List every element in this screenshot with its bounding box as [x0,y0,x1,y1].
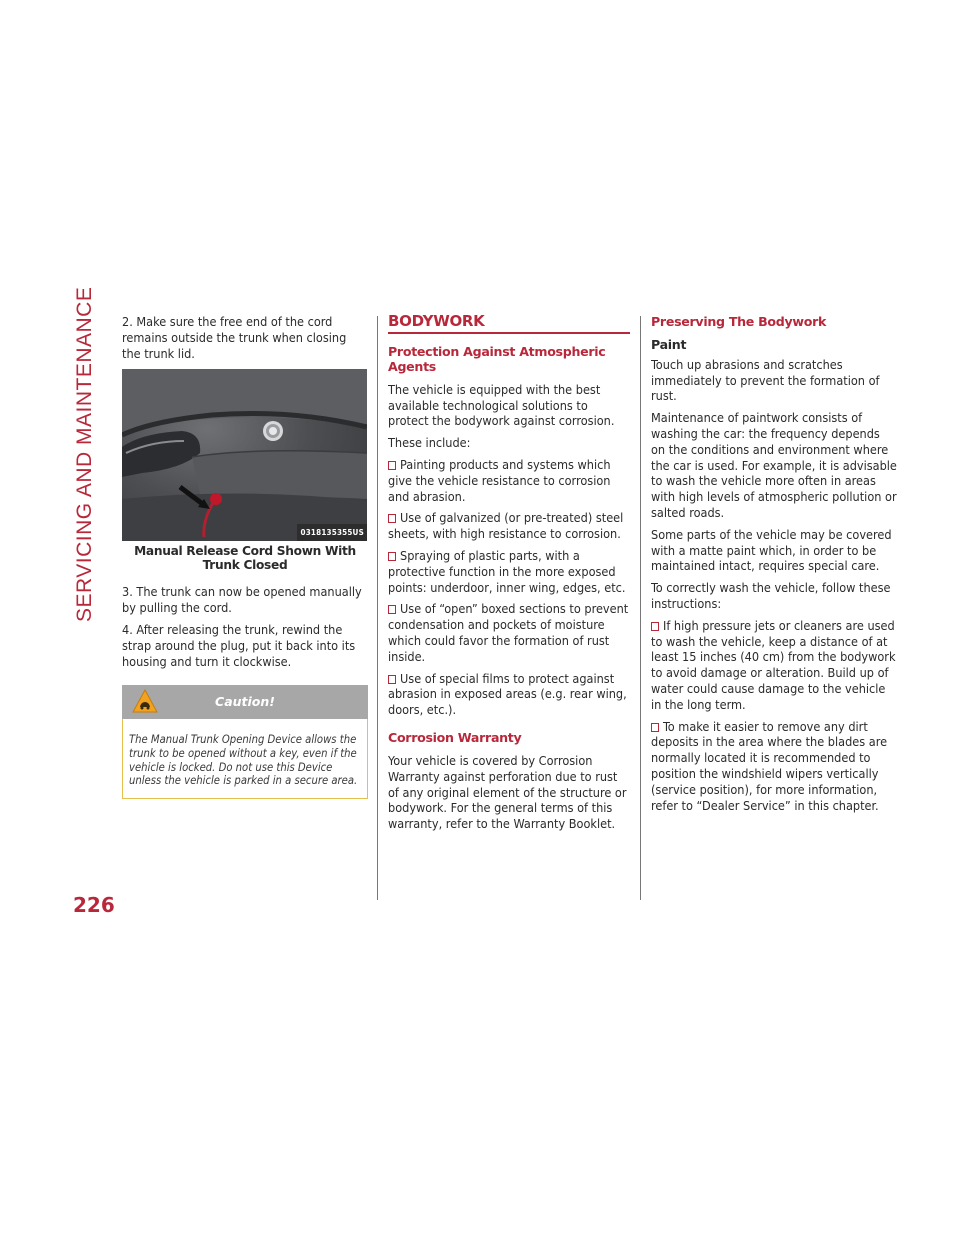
paragraph: Maintenance of paintwork consists of washing the car: the frequency depends on the conditions and environment where the car is used. For example, it is advisable to wash the vehicle more often in areas with high levels of atmospheric pollution or salted roads. [651,410,897,520]
bullet-item: Spraying of plastic parts, with a protective function in the more exposed points: underdoor, inner wing, edges, etc. [388,547,626,595]
paragraph: The vehicle is equipped with the best available technological solutions to protect the bodywork against corrosion. [388,381,615,429]
subheading-corrosion-warranty: Corrosion Warranty [388,729,522,745]
bullet-item: Use of galvanized (or pre-treated) steel sheets, with high resistance to corrosion. [388,510,624,542]
checkbox-bullet-icon [388,461,396,470]
paragraph: Your vehicle is covered by Corrosion Warranty against perforation due to rust of any original element of the structure or bodywork. For the general terms of this warranty, refer to the Warranty Booklet. [388,752,627,832]
page-number: 226 [73,893,115,917]
paragraph: Touch up abrasions and scratches immediately to prevent the formation of rust. [651,356,880,404]
bullet-item: Painting products and systems which give the vehicle resistance to corrosion and abrasion. [388,456,611,504]
checkbox-bullet-icon [388,552,396,561]
bullet-item: If high pressure jets or cleaners are used to wash the vehicle, keep a distance of at least 15 inches (40 cm) from the bodywork to avoid damage or alteration. Build up of water could cause damage to the vehicle in the long term. [651,617,896,712]
caution-title: Caution! [215,694,275,710]
bullet-item: Use of “open” boxed sections to prevent condensation and pockets of moisture which could favor the formation of rust inside. [388,601,629,664]
figure-code: 0318135355US [297,524,367,542]
column-right [651,314,897,819]
subheading-preserving-bodywork: Preserving The Bodywork [651,314,827,329]
column-left [122,314,368,799]
checkbox-bullet-icon [388,514,396,523]
step-2: 2. Make sure the free end of the cord remains outside the trunk when closing the trunk lid. [122,314,347,361]
section-side-title: SERVICING AND MAINTENANCE [73,286,96,622]
bullet-item: Use of special films to protect against abrasion in exposed areas (e.g. rear wing, doors, etc.). [388,670,627,718]
figure-caption: Manual Release Cord Shown With Trunk Closed [134,544,356,573]
checkbox-bullet-icon [651,622,659,631]
column-middle [388,314,630,838]
checkbox-bullet-icon [651,723,659,732]
bullet-item: To make it easier to remove any dirt deposits in the area where the blades are normally located it is recommended to position the windshield wipers vertically (service position), for more information, refer to “Dealer Service” in this chapter. [651,718,888,813]
checkbox-bullet-icon [388,605,396,614]
step-3: 3. The trunk can now be opened manually by pulling the cord. [122,584,362,616]
caution-box [122,685,368,798]
column-divider [640,316,641,900]
paragraph: These include: [388,435,471,451]
column-divider [377,316,378,900]
paragraph: To correctly wash the vehicle, follow these instructions: [651,580,891,611]
subheading-protection: Protection Against Atmospheric Agents [388,343,606,374]
car-trunk-illustration [122,369,367,541]
caution-text: The Manual Trunk Opening Device allows the trunk to be opened without a key, even if the vehicle is locked. Do not use this Device unless the vehicle is parked in a secure area. [122,719,368,798]
step-4: 4. After releasing the trunk, rewind the strap around the plug, put it back into its housing and turn it clockwise. [122,621,356,669]
section-heading-bodywork: BODYWORK [388,314,630,334]
paragraph: Some parts of the vehicle may be covered with a matte paint which, in order to be maintained intact, requires special care. [651,526,892,574]
checkbox-bullet-icon [388,675,396,684]
subheading-paint: Paint [651,337,687,352]
trunk-release-figure [122,369,367,541]
caution-header [122,685,368,719]
